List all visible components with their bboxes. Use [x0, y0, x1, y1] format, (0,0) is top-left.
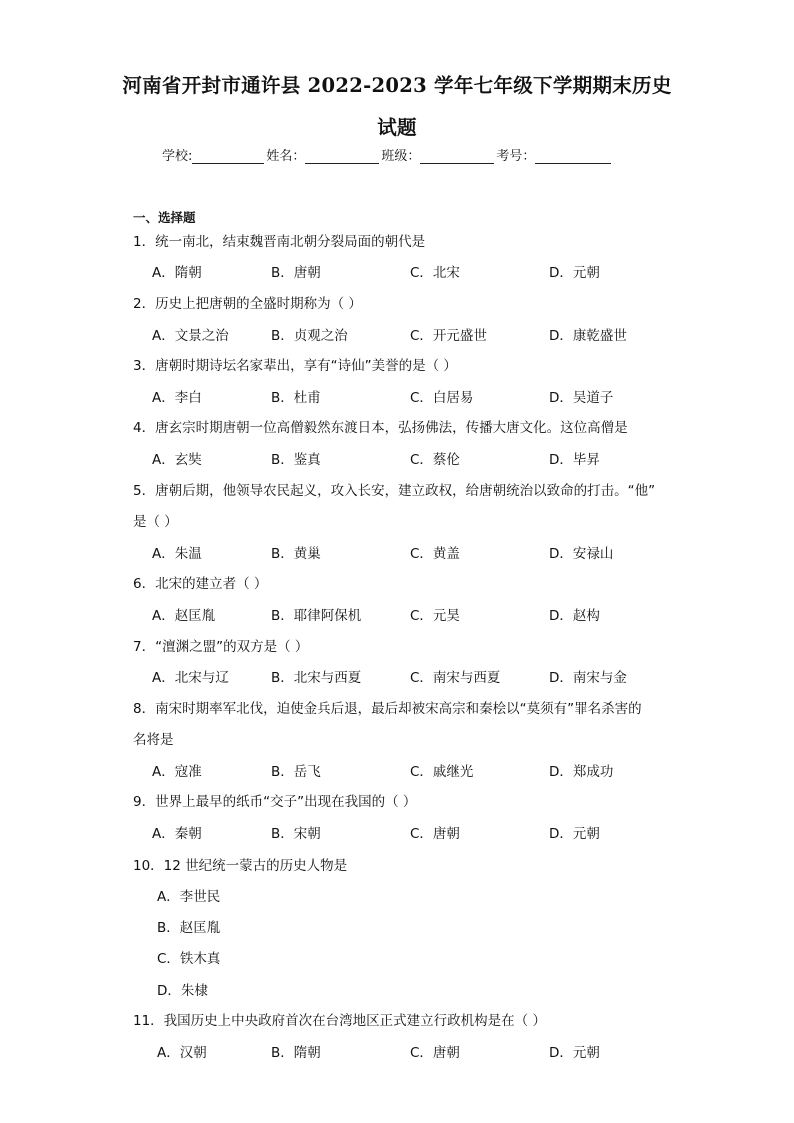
- option-a: A．汉朝: [157, 1045, 207, 1061]
- question-text: 10．12 世纪统一蒙古的历史人物是: [133, 858, 348, 874]
- option-c: C．铁木真: [157, 951, 221, 967]
- option-d: D．毕昇: [549, 452, 600, 468]
- option-a: A．李世民: [157, 889, 221, 905]
- option-b: B．黄巢: [271, 546, 321, 562]
- question-text: 9．世界上最早的纸币“交子”出现在我国的（ ）: [133, 794, 417, 810]
- option-b: B．鉴真: [271, 452, 321, 468]
- document-title-line1: 河南省开封市通许县 2022-2023 学年七年级下学期期末历史: [122, 74, 672, 97]
- option-c: C．戚继光: [410, 764, 474, 780]
- student-info-fields: [162, 145, 613, 164]
- option-a: A．朱温: [152, 546, 202, 562]
- option-b: B．赵匡胤: [157, 920, 221, 936]
- option-d: D．南宋与金: [549, 670, 627, 686]
- section-heading: 一、选择题: [133, 210, 196, 225]
- exam-number-label: 考号：: [496, 149, 536, 164]
- option-b: B．唐朝: [271, 265, 321, 281]
- class-blank[interactable]: [420, 149, 494, 164]
- option-a: A．寇准: [152, 764, 202, 780]
- exam-number-blank[interactable]: [535, 149, 611, 164]
- question-text: 1．统一南北，结束魏晋南北朝分裂局面的朝代是: [133, 234, 426, 250]
- option-c: C．北宋: [410, 265, 460, 281]
- option-c: C．蔡伦: [410, 452, 460, 468]
- question-text: 4．唐玄宗时期唐朝一位高僧毅然东渡日本，弘扬佛法，传播大唐文化。这位高僧是: [133, 420, 628, 436]
- option-a: A．赵匡胤: [152, 608, 216, 624]
- option-c: C．元昊: [410, 608, 460, 624]
- option-d: D．吴道子: [549, 390, 614, 406]
- option-b: B．耶律阿保机: [271, 608, 362, 624]
- question-text: 7．“澶渊之盟”的双方是（ ）: [133, 639, 309, 655]
- school-blank[interactable]: [192, 149, 264, 164]
- option-b: B．宋朝: [271, 826, 321, 842]
- option-c: C．白居易: [410, 390, 474, 406]
- question-text: 8．南宋时期率军北伐，迫使金兵后退，最后却被宋高宗和秦桧以“莫须有”罪名杀害的: [133, 701, 642, 717]
- name-label: 姓名：: [266, 149, 306, 164]
- question-text: 11．我国历史上中央政府首次在台湾地区正式建立行政机构是在（ ）: [133, 1013, 546, 1029]
- option-b: B．贞观之治: [271, 328, 348, 344]
- option-c: C．南宋与西夏: [410, 670, 501, 686]
- option-a: A．北宋与辽: [152, 670, 229, 686]
- document-title-line2: 试题: [377, 116, 417, 139]
- option-d: D．朱棣: [157, 983, 208, 999]
- option-a: A．文景之治: [152, 328, 229, 344]
- option-c: C．开元盛世: [410, 328, 487, 344]
- option-d: D．安禄山: [549, 546, 614, 562]
- question-text: 3．唐朝时期诗坛名家辈出，享有“诗仙”美誉的是（ ）: [133, 358, 457, 374]
- option-d: D．元朝: [549, 826, 600, 842]
- option-d: D．康乾盛世: [549, 328, 627, 344]
- option-c: C．唐朝: [410, 826, 460, 842]
- option-a: A．隋朝: [152, 265, 202, 281]
- option-a: A．秦朝: [152, 826, 202, 842]
- question-text-continued: 是（ ）: [133, 514, 178, 530]
- option-b: B．杜甫: [271, 390, 321, 406]
- option-b: B．北宋与西夏: [271, 670, 362, 686]
- question-text-continued: 名将是: [133, 732, 174, 748]
- name-blank[interactable]: [305, 149, 379, 164]
- option-c: C．黄盖: [410, 546, 460, 562]
- option-c: C．唐朝: [410, 1045, 460, 1061]
- option-b: B．岳飞: [271, 764, 321, 780]
- school-label: 学校:: [162, 149, 193, 164]
- question-text: 5．唐朝后期，他领导农民起义，攻入长安，建立政权，给唐朝统治以致命的打击。“他”: [133, 483, 656, 499]
- option-d: D．赵构: [549, 608, 600, 624]
- option-d: D．元朝: [549, 265, 600, 281]
- class-label: 班级：: [381, 149, 421, 164]
- option-d: D．郑成功: [549, 764, 614, 780]
- question-text: 6．北宋的建立者（ ）: [133, 576, 268, 592]
- option-a: A．李白: [152, 390, 202, 406]
- option-d: D．元朝: [549, 1045, 600, 1061]
- question-text: 2．历史上把唐朝的全盛时期称为（ ）: [133, 296, 362, 312]
- option-a: A．玄奘: [152, 452, 202, 468]
- option-b: B．隋朝: [271, 1045, 321, 1061]
